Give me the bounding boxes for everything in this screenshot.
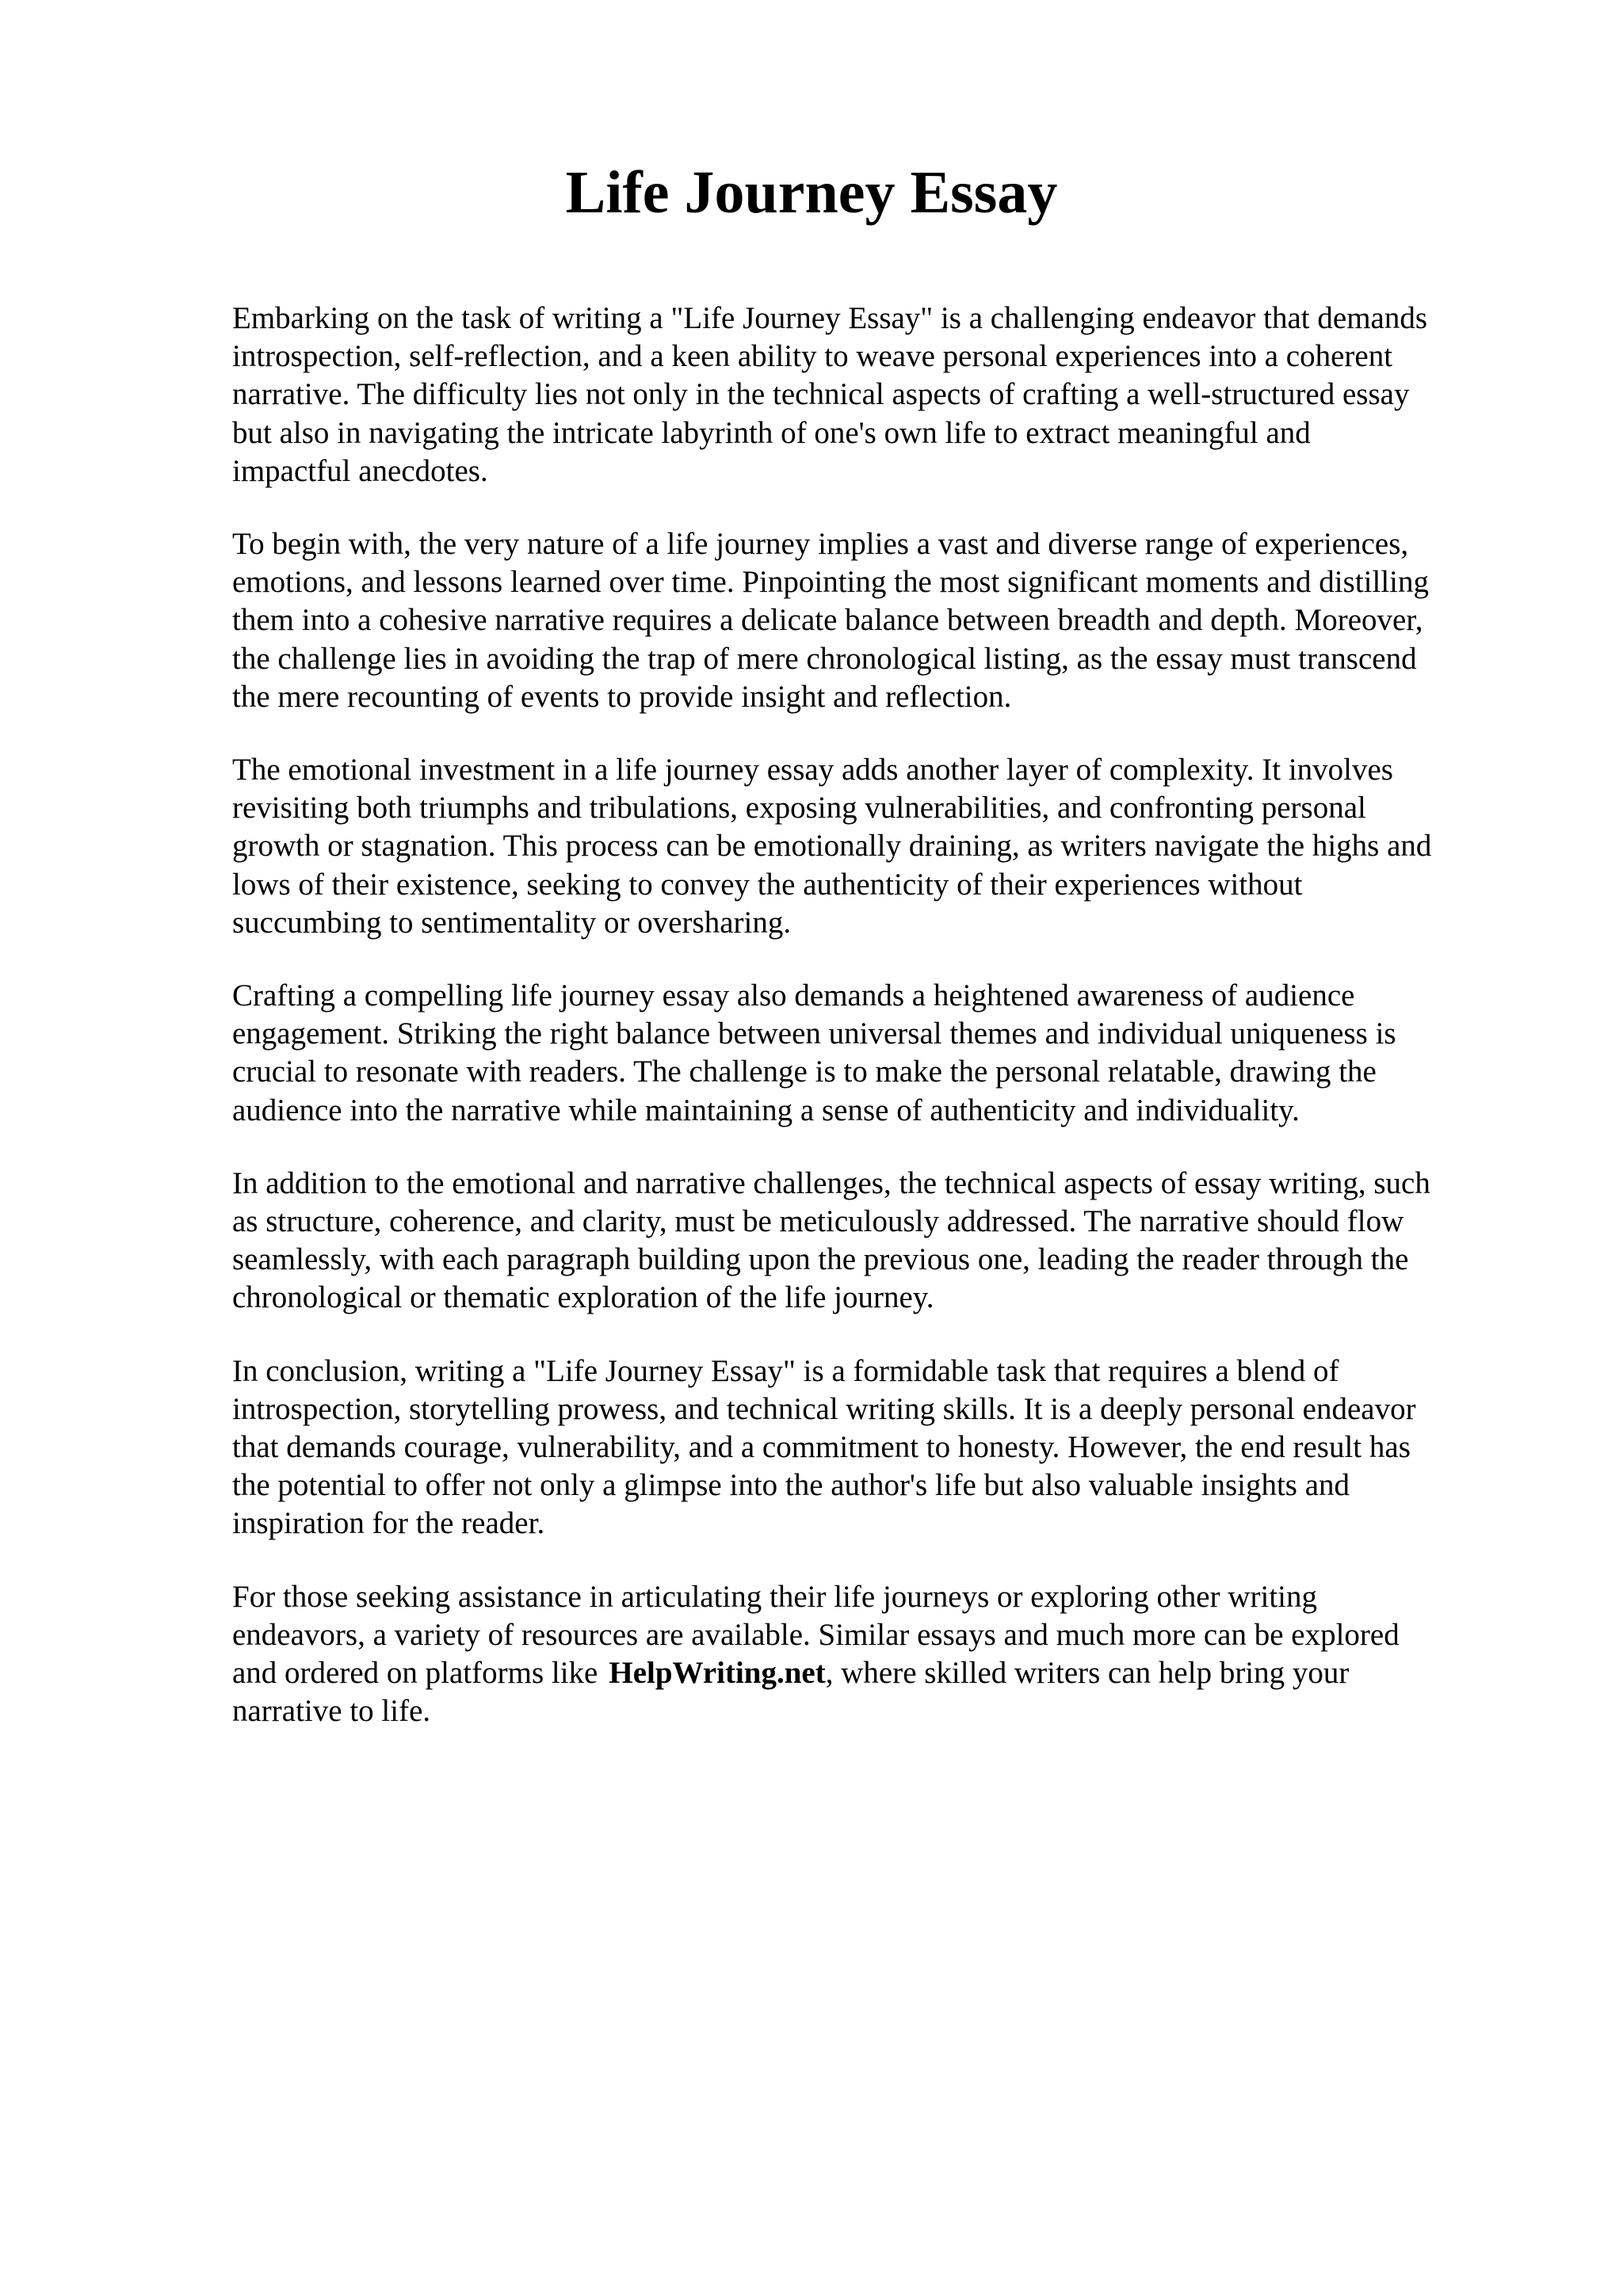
helpwriting-link[interactable]: HelpWriting.net [609,1656,826,1691]
paragraph-audience-engagement: Crafting a compelling life journey essay also demands a heightened awareness of audience engagement. Striking the right balance between universal themes and individual uniqueness is crucial to resonate with readers. The challenge is to make the personal relatable, drawing the audience into the narrative while maintaining a sense of authenticity and individuality. [232,978,1396,1127]
paragraph-conclusion: In conclusion, writing a "Life Journey Essay" is a formidable task that requires a blend of introspection, storytelling prowess, and technical writing skills. It is a deeply personal endeavor that demands courage, vulnerability, and a commitment to honesty. However, the end result has the potential to offer not only a glimpse into the author's life but also valuable insights and inspiration for the reader. [232,1353,1416,1541]
paragraph-introduction: Embarking on the task of writing a "Life Journey Essay" is a challenging endeavor that demands introspection, self-reflection, and a keen ability to weave personal experiences into a coherent narrative. The difficulty lies not only in the technical aspects of crafting a well-structured essay but also in navigating the intricate labyrinth of one's own life to extract meaningful and impactful anecdotes. [232,301,1428,488]
resources-text-after-link: , where skilled writers can help bring your narrative to life. [232,1656,1350,1729]
paragraph-emotional-investment: The emotional investment in a life journey essay adds another layer of complexity. It involves revisiting both triumphs and tribulations, exposing vulnerabilities, and confronting personal growth or stagnation. This process can be emotionally draining, as writers navigate the highs and lows of their existence, seeking to convey the authenticity of their experiences without succumbing to sentimentality or oversharing. [232,753,1432,940]
resources-text-before-link: For those seeking assistance in articulating their life journeys or exploring other writing endeavors, a variety of resources are available. Similar essays and much more can be explored and ordered on platforms like [232,1579,1400,1691]
paragraph-technical-aspects: In addition to the emotional and narrative challenges, the technical aspects of essay writing, such as structure, coherence, and clarity, must be meticulously addressed. The narrative should flow seamlessly, with each paragraph building upon the previous one, leading the reader through the chronological or thematic exploration of the life journey. [232,1165,1430,1315]
paragraph-resources [232,1578,1532,1731]
paragraph-life-journey-nature: To begin with, the very nature of a life journey implies a vast and diverse range of experiences, emotions, and lessons learned over time. Pinpointing the most significant moments and distilling them into a cohesive narrative requires a delicate balance between breadth and depth. Moreover, the challenge lies in avoiding the trap of mere chronological listing, as the essay must transcend the mere recounting of events to provide insight and reflection. [232,527,1429,714]
document-title: Life Journey Essay [565,159,1058,226]
essay-body [232,299,1532,1766]
